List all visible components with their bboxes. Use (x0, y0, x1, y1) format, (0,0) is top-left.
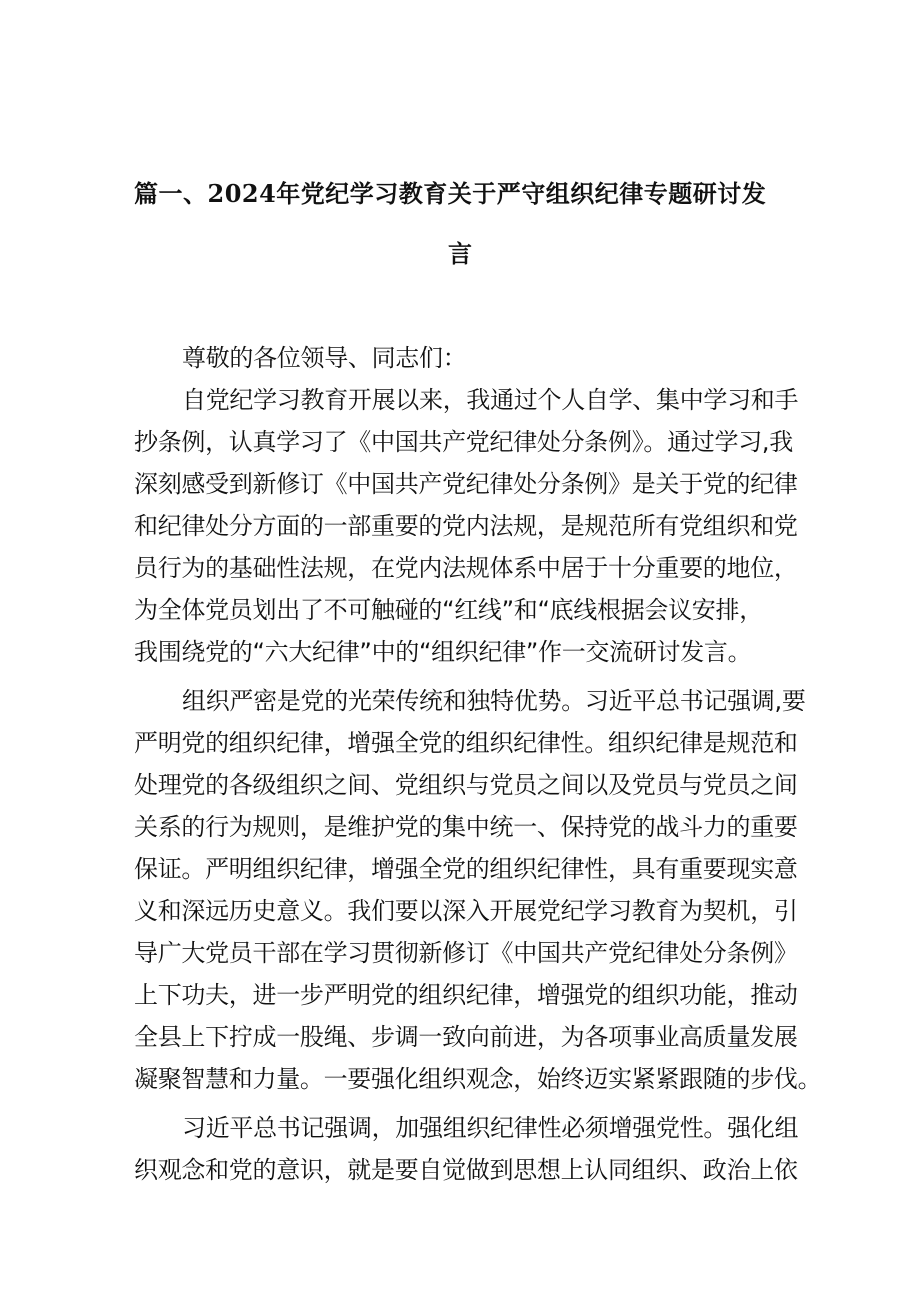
paragraph-line: 抄条例，认真学习了《中国共产党纪律处分条例》。通过学习,我 (134, 428, 793, 456)
paragraph-line: 员行为的基础性法规，在党内法规体系中居于十分重要的地位， (134, 554, 798, 582)
paragraph-line: 自党纪学习教育开展以来，我通过个人自学、集中学习和手 (182, 386, 799, 414)
paragraph-line: 导广大党员干部在学习贯彻新修订《中国共产党纪律处分条例》 (134, 939, 798, 967)
paragraph-line: 和纪律处分方面的一部重要的党内法规，是规范所有党组织和党 (134, 512, 798, 540)
paragraph-line: 组织严密是党的光荣传统和独特优势。习近平总书记强调,要 (182, 687, 806, 715)
paragraph-line: 义和深远历史意义。我们要以深入开展党纪学习教育为契机，引 (134, 897, 798, 925)
paragraph-line: 习近平总书记强调，加强组织纪律性必须增强党性。强化组 (182, 1114, 799, 1142)
paragraph-line: 织观念和党的意识，就是要自觉做到思想上认同组织、政治上依 (134, 1156, 798, 1184)
paragraph-line: 保证。严明组织纪律，增强全党的组织纪律性，具有重要现实意 (134, 855, 798, 883)
salutation: 尊敬的各位领导、同志们： (182, 344, 467, 372)
paragraph-line: 严明党的组织纪律，增强全党的组织纪律性。组织纪律是规范和 (134, 729, 798, 757)
paragraph-line: 全县上下拧成一股绳、步调一致向前进，为各项事业高质量发展 (134, 1023, 798, 1051)
paragraph-line: 凝聚智慧和力量。一要强化组织观念，始终迈实紧紧跟随的步伐。 (134, 1065, 822, 1093)
document-title-continued: 言 (448, 239, 472, 268)
paragraph-line: 关系的行为规则，是维护党的集中统一、保持党的战斗力的重要 (134, 813, 798, 841)
document-title: 篇一、2024年党纪学习教育关于严守组织纪律专题研讨发 (134, 179, 767, 208)
paragraph-line: 上下功夫，进一步严明党的组织纪律，增强党的组织功能，推动 (134, 981, 798, 1009)
paragraph-line: 我围绕党的“六大纪律”中的“组织纪律”作一交流研讨发言。 (134, 638, 752, 666)
paragraph-line: 深刻感受到新修订《中国共产党纪律处分条例》是关于党的纪律 (134, 470, 798, 498)
paragraph-line: 为全体党员划出了不可触碰的“红线”和“底线根据会议安排， (134, 596, 763, 624)
paragraph-line: 处理党的各级组织之间、党组织与党员之间以及党员与党员之间 (134, 771, 798, 799)
